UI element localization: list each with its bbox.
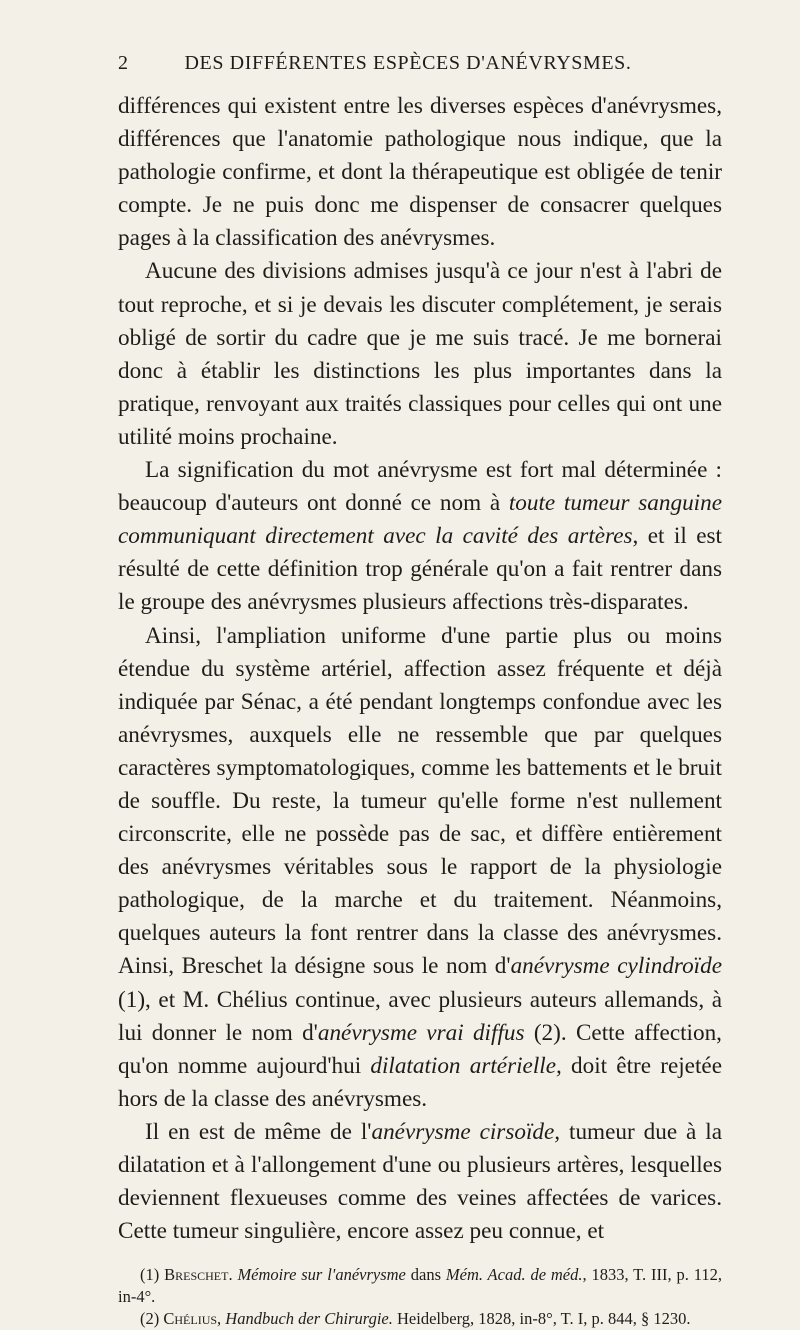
running-title: DES DIFFÉRENTES ESPÈCES D'ANÉVRYSMES. [184,52,632,74]
footnote-marker: (1) [140,1265,165,1285]
text-run: doit être rejetée hors de la classe des anévrysmes. [118,1052,723,1112]
footnote-journal: Mém. Acad. de méd. [445,1265,583,1285]
italic-term: anévrysme vrai diffus [317,1019,525,1046]
text-run: La signification du mot anévrysme est fort mal déterminée : beaucoup d'auteurs ont donné ce nom à [118,457,722,517]
footnote-marker: (2) [140,1309,164,1329]
footnote-title: Mémoire sur l'anévrysme [232,1265,406,1285]
italic-term: anévrysme cirsoïde, [371,1118,561,1145]
paragraph-5 [118,1116,722,1248]
footnote-1 [118,1264,722,1308]
text-run: (2). Cette affection, qu'on nomme aujourd'hui [118,1019,722,1079]
running-head [118,52,722,86]
body-text [118,90,722,1248]
footnote-text: dans [405,1265,446,1285]
paragraph-1: différences qui existent entre les diverses espèces d'anévrysmes, différences que l'anatomie pathologique nous indique, que la pathologie confirme, et dont la thérapeutique est obligée de tenir compte. Je ne puis donc me dispenser de consacrer quelques pages à la classification des anévrysmes. [118,93,722,252]
footnote-author: Chélius, [163,1309,222,1329]
italic-term: dilatation artérielle, [370,1052,562,1079]
text-run: (1), et M. Chélius continue, avec plusieurs auteurs allemands, à lui donner le nom d' [118,986,722,1046]
text-run: , et il est résulté de cette définition trop générale qu'on a fait rentrer dans le groupe des anévrysmes plusieurs affections très-disparates. [118,523,722,616]
italic-term: toute tumeur sanguine communiquant directement avec la cavité des artères [118,490,722,550]
paragraph-3 [118,454,722,619]
text-run: Il en est de même de l' [145,1118,372,1145]
footnote-2 [118,1308,722,1330]
footnote-text: Heidelberg, 1828, in-8°, T. I, p. 844, § 1230. [392,1309,691,1329]
text-run: tumeur due à la dilatation et à l'allongement d'une ou plusieurs artères, lesquelles deviennent flexueuses comme des veines affectées de varices. Cette tumeur singulière, encore assez peu connue, et [118,1118,723,1245]
italic-term: anévrysme cylindroïde [510,953,722,980]
footnote-title: Handbuch der Chirurgie. [221,1309,393,1329]
footnotes [118,1264,722,1330]
paragraph-2: Aucune des divisions admises jusqu'à ce jour n'est à l'abri de tout reproche, et si je devais les discuter complétement, je serais obligé de sortir du cadre que je me suis tracé. Je me bornerai donc à établir les distinctions les plus importantes dans la pratique, renvoyant aux traités classiques pour celles qui ont une utilité moins prochaine. [118,258,722,450]
paragraph-4 [118,620,722,1116]
footnote-author: Breschet. [164,1265,233,1285]
text-run: Ainsi, l'ampliation uniforme d'une partie plus ou moins étendue du système artériel, affection assez fréquente et déjà indiquée par Sénac, a été pendant longtemps confondue avec les anévrysmes, auxquels elle ne ressemble que par quelques caractères symptomatologiques, comme les battements et le bruit de souffle. Du reste, la tumeur qu'elle forme n'est nullement circonscrite, elle ne possède pas de sac, et diffère entièrement des anévrysmes véritables sous le rapport de la physiologie pathologique, de la marche et du traitement. Néanmoins, quelques auteurs la font rentrer dans la classe des anévrysmes. Ainsi, Breschet la désigne sous le nom d' [118,622,722,980]
page-number: 2 [118,52,129,74]
footnote-text: , 1833, T. III, p. 112, in-4°. [118,1265,722,1307]
